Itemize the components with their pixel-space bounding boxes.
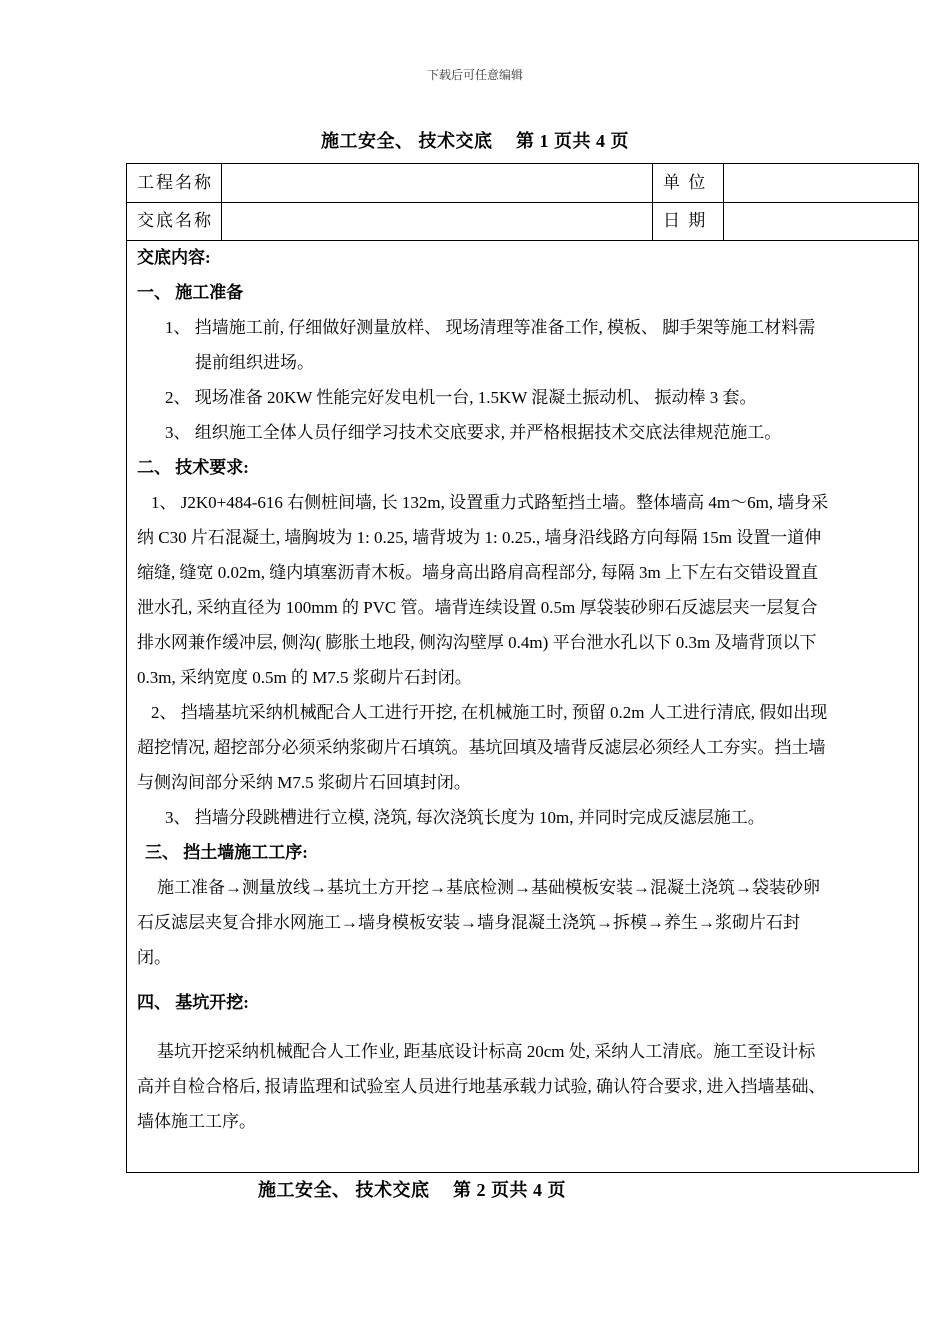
section-2-para-1: 排水网兼作缓冲层, 侧沟( 膨胀土地段, 侧沟沟壁厚 0.4m) 平台泄水孔以下 0.3m 及墙背顶以下 [137, 633, 817, 652]
section-4-para: 高并自检合格后, 报请监理和试验室人员进行地基承载力试验, 确认符合要求, 进入挡墙基础、 [137, 1077, 826, 1096]
unit-label: 单 位 [653, 164, 724, 202]
content-heading: 交底内容: [137, 248, 211, 267]
header-note: 下载后可任意编辑 [426, 68, 523, 82]
date-field[interactable] [724, 202, 918, 240]
section-2-para-2: 2、 挡墙基坑采纳机械配合人工进行开挖, 在机械施工时, 预留 0.2m 人工进行清底, 假如出现 [151, 703, 828, 722]
section-2-para-2: 与侧沟间部分采纳 M7.5 浆砌片石回填封闭。 [137, 773, 471, 792]
section-2-para-3: 3、 挡墙分段跳槽进行立模, 浇筑, 每次浇筑长度为 10m, 并同时完成反滤层施工。 [165, 808, 765, 827]
section-3-process: 石反滤层夹复合排水网施工→墙身模板安装→墙身混凝土浇筑→拆模→养生→浆砌片石封 [137, 913, 800, 932]
section-2-title: 二、 技术要求: [137, 458, 249, 477]
section-1-item-3: 3、 组织施工全体人员仔细学习技术交底要求, 并严格根据技术交底法律规范施工。 [165, 423, 782, 442]
form-row-project [127, 164, 918, 203]
section-2-para-1: 1、 J2K0+484-616 右侧桩间墙, 长 132m, 设置重力式路堑挡土墙。整体墙高 4m～6m, 墙身采 [151, 493, 829, 512]
page-title: 施工安全、 技术交底 第 1 页共 4 页 [321, 131, 629, 151]
section-3-process: 闭。 [137, 948, 171, 967]
section-4-title: 四、 基坑开挖: [137, 993, 249, 1012]
section-4-para: 基坑开挖采纳机械配合人工作业, 距基底设计标高 20cm 处, 采纳人工清底。施工至设计标 [157, 1042, 816, 1061]
handover-content [137, 240, 912, 1139]
form-row-handover [127, 202, 918, 241]
section-1-item-2: 2、 现场准备 20KW 性能完好发电机一台, 1.5KW 混凝土振动机、 振动棒 3 套。 [165, 388, 757, 407]
section-4-para: 墙体施工工序。 [137, 1112, 256, 1131]
handover-name-label: 交底名称 [127, 202, 222, 240]
unit-field[interactable] [724, 164, 918, 202]
section-2-para-2: 超挖情况, 超挖部分必须采纳浆砌片石填筑。基坑回填及墙背反滤层必须经人工夯实。挡土墙 [137, 738, 826, 757]
section-3-title: 三、 挡土墙施工工序: [145, 843, 308, 862]
section-2-para-1: 纳 C30 片石混凝土, 墙胸坡为 1: 0.25, 墙背坡为 1: 0.25., 墙身沿线路方向每隔 15m 设置一道伸 [137, 528, 822, 547]
handover-form [126, 163, 919, 1173]
date-label: 日 期 [653, 202, 724, 240]
project-name-label: 工程名称 [127, 164, 222, 202]
section-1-item-1: 1、 挡墙施工前, 仔细做好测量放样、 现场清理等准备工作, 模板、 脚手架等施工材料需 [165, 318, 816, 337]
section-3-process: 施工准备→测量放线→基坑土方开挖→基底检测→基础模板安装→混凝土浇筑→袋装砂卵 [157, 878, 820, 897]
section-2-para-1: 0.3m, 采纳宽度 0.5m 的 M7.5 浆砌片石封闭。 [137, 668, 472, 687]
section-1-item-1-cont: 提前组织进场。 [195, 353, 314, 372]
section-1-title: 一、 施工准备 [137, 283, 244, 302]
section-2-para-1: 缩缝, 缝宽 0.02m, 缝内填塞沥青木板。墙身高出路肩高程部分, 每隔 3m 上下左右交错设置直 [137, 563, 818, 582]
handover-name-field[interactable] [222, 202, 653, 240]
project-name-field[interactable] [222, 164, 653, 202]
section-2-para-1: 泄水孔, 采纳直径为 100mm 的 PVC 管。墙背连续设置 0.5m 厚袋装砂卵石反滤层夹一层复合 [137, 598, 818, 617]
page-2-title: 施工安全、 技术交底 第 2 页共 4 页 [258, 1180, 566, 1200]
